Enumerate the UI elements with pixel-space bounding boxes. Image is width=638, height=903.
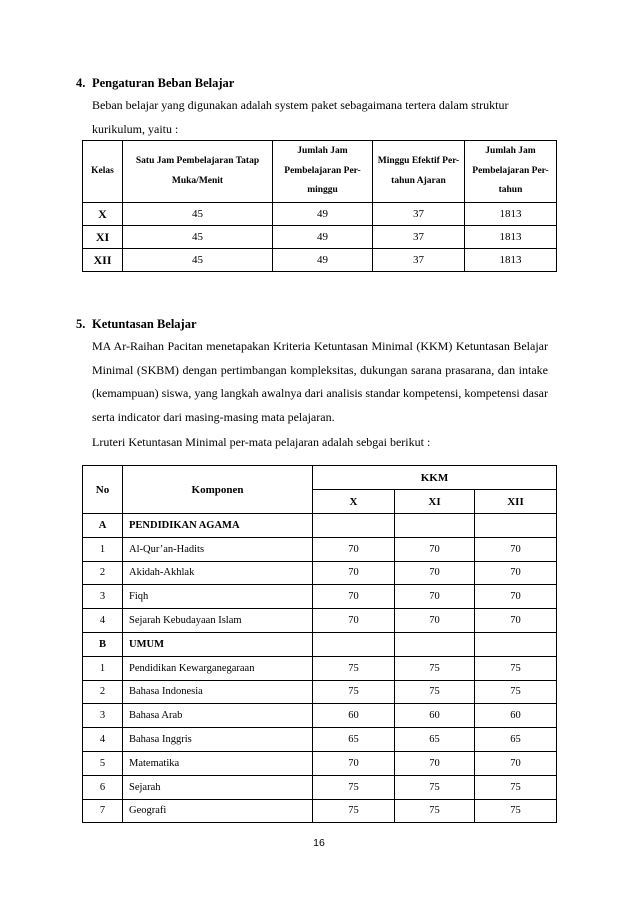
section-4-paragraph: Beban belajar yang digunakan adalah system paket sebagaimana tertera dalam struktur kurikulum, yaitu : — [92, 98, 509, 136]
study-load-header-row — [83, 141, 557, 203]
cell-kkm-xii: 75 — [475, 775, 557, 799]
cell-kelas: XII — [83, 249, 123, 272]
cell-kkm-xi — [395, 632, 475, 656]
section-4-number: 4. — [76, 76, 86, 90]
cell-kelas: X — [83, 203, 123, 226]
header-satu-jam: Satu Jam Pembelajaran Tatap Muka/Menit — [123, 141, 273, 203]
cell-minggu-efektif: 37 — [373, 203, 465, 226]
cell-kkm-xii: 70 — [475, 751, 557, 775]
study-load-row — [83, 203, 557, 226]
header-komponen: Komponen — [123, 466, 313, 514]
kkm-table — [82, 465, 557, 823]
section-5-paragraph: MA Ar-Raihan Pacitan menetapakan Kriteria Ketuntasan Minimal (KKM) Ketuntasan Belajar Minimal (SKBM) dengan pertimbangan kompleksitas, dukungan sarana prasarana, dan intake (kemampuan) siswa, yang langkah awalnya dari analisis standar kompetensi, kompetensi dasar serta indicator dari masing-masing mata pelajaran. — [92, 339, 548, 424]
cell-komponen: Geografi — [123, 799, 313, 823]
cell-per-tahun: 1813 — [465, 203, 557, 226]
cell-kkm-xii: 70 — [475, 609, 557, 633]
cell-komponen: Fiqh — [123, 585, 313, 609]
cell-no: 4 — [83, 609, 123, 633]
cell-no: 2 — [83, 680, 123, 704]
cell-komponen: PENDIDIKAN AGAMA — [123, 514, 313, 538]
cell-per-tahun: 1813 — [465, 249, 557, 272]
cell-kkm-xi: 75 — [395, 799, 475, 823]
kkm-row — [83, 728, 557, 752]
cell-kkm-xi: 70 — [395, 537, 475, 561]
cell-kkm-x: 75 — [313, 799, 395, 823]
section-5-number: 5. — [76, 317, 86, 331]
cell-kkm-x: 70 — [313, 537, 395, 561]
section-5-lead: Lruteri Ketuntasan Minimal per-mata pelajaran adalah sebgai berikut : — [92, 435, 431, 449]
cell-kkm-xii: 60 — [475, 704, 557, 728]
cell-no: 5 — [83, 751, 123, 775]
cell-kkm-x: 75 — [313, 680, 395, 704]
cell-no: 3 — [83, 585, 123, 609]
header-x: X — [313, 490, 395, 514]
cell-kkm-xi: 75 — [395, 656, 475, 680]
header-minggu-efektif: Minggu Efektif Per-tahun Ajaran — [373, 141, 465, 203]
header-kelas: Kelas — [83, 141, 123, 203]
cell-komponen: Sejarah Kebudayaan Islam — [123, 609, 313, 633]
cell-no: 2 — [83, 561, 123, 585]
kkm-row — [83, 632, 557, 656]
header-xi: XI — [395, 490, 475, 514]
cell-no: 3 — [83, 704, 123, 728]
study-load-row — [83, 226, 557, 249]
kkm-row — [83, 585, 557, 609]
kkm-row — [83, 799, 557, 823]
study-load-row — [83, 249, 557, 272]
section-4-title: Pengaturan Beban Belajar — [92, 76, 235, 90]
cell-no: 7 — [83, 799, 123, 823]
cell-per-minggu: 49 — [273, 203, 373, 226]
cell-kkm-xii: 70 — [475, 585, 557, 609]
kkm-row — [83, 680, 557, 704]
cell-no: 4 — [83, 728, 123, 752]
cell-kkm-x: 70 — [313, 751, 395, 775]
cell-no: A — [83, 514, 123, 538]
kkm-row — [83, 656, 557, 680]
cell-komponen: Bahasa Arab — [123, 704, 313, 728]
cell-satu-jam: 45 — [123, 203, 273, 226]
kkm-row — [83, 751, 557, 775]
study-load-body — [83, 203, 557, 272]
kkm-row — [83, 514, 557, 538]
header-kkm: KKM — [313, 466, 557, 490]
cell-kkm-x: 70 — [313, 585, 395, 609]
cell-kkm-xi: 70 — [395, 609, 475, 633]
cell-kkm-xi: 75 — [395, 775, 475, 799]
section-5-title: Ketuntasan Belajar — [92, 317, 197, 331]
cell-kkm-xii — [475, 514, 557, 538]
cell-kkm-xi: 70 — [395, 561, 475, 585]
cell-komponen: Matematika — [123, 751, 313, 775]
cell-per-minggu: 49 — [273, 226, 373, 249]
cell-minggu-efektif: 37 — [373, 226, 465, 249]
cell-komponen: Sejarah — [123, 775, 313, 799]
section-5-heading — [76, 317, 197, 332]
kkm-body — [83, 514, 557, 823]
cell-kkm-xii: 75 — [475, 680, 557, 704]
kkm-row — [83, 704, 557, 728]
cell-kelas: XI — [83, 226, 123, 249]
cell-komponen: UMUM — [123, 632, 313, 656]
cell-kkm-x — [313, 632, 395, 656]
page-number: 16 — [313, 837, 325, 849]
cell-kkm-x: 60 — [313, 704, 395, 728]
cell-kkm-xii: 70 — [475, 537, 557, 561]
cell-per-minggu: 49 — [273, 249, 373, 272]
cell-komponen: Akidah-Akhlak — [123, 561, 313, 585]
cell-per-tahun: 1813 — [465, 226, 557, 249]
cell-kkm-xii — [475, 632, 557, 656]
cell-kkm-xi: 70 — [395, 751, 475, 775]
cell-satu-jam: 45 — [123, 249, 273, 272]
cell-no: 6 — [83, 775, 123, 799]
section-4-heading — [76, 76, 234, 91]
cell-kkm-x: 75 — [313, 775, 395, 799]
cell-kkm-xi: 60 — [395, 704, 475, 728]
cell-kkm-xii: 75 — [475, 799, 557, 823]
kkm-header-row-1 — [83, 466, 557, 490]
cell-kkm-x: 70 — [313, 561, 395, 585]
header-no: No — [83, 466, 123, 514]
kkm-row — [83, 561, 557, 585]
kkm-row — [83, 609, 557, 633]
cell-kkm-x: 65 — [313, 728, 395, 752]
header-jumlah-jam-minggu: Jumlah Jam Pembelajaran Per-minggu — [273, 141, 373, 203]
cell-kkm-xii: 70 — [475, 561, 557, 585]
cell-komponen: Bahasa Indonesia — [123, 680, 313, 704]
cell-no: 1 — [83, 537, 123, 561]
cell-kkm-xi: 75 — [395, 680, 475, 704]
cell-minggu-efektif: 37 — [373, 249, 465, 272]
cell-satu-jam: 45 — [123, 226, 273, 249]
header-jumlah-jam-tahun: Jumlah Jam Pembelajaran Per-tahun — [465, 141, 557, 203]
cell-kkm-xii: 75 — [475, 656, 557, 680]
cell-kkm-x: 75 — [313, 656, 395, 680]
study-load-table — [82, 140, 557, 272]
header-xii: XII — [475, 490, 557, 514]
cell-komponen: Pendidikan Kewarganegaraan — [123, 656, 313, 680]
kkm-row — [83, 775, 557, 799]
cell-kkm-x: 70 — [313, 609, 395, 633]
cell-kkm-xi: 65 — [395, 728, 475, 752]
cell-kkm-xi: 70 — [395, 585, 475, 609]
kkm-row — [83, 537, 557, 561]
cell-kkm-xi — [395, 514, 475, 538]
cell-kkm-x — [313, 514, 395, 538]
cell-no: 1 — [83, 656, 123, 680]
cell-no: B — [83, 632, 123, 656]
cell-komponen: Al-Qur’an-Hadits — [123, 537, 313, 561]
cell-kkm-xii: 65 — [475, 728, 557, 752]
cell-komponen: Bahasa Inggris — [123, 728, 313, 752]
